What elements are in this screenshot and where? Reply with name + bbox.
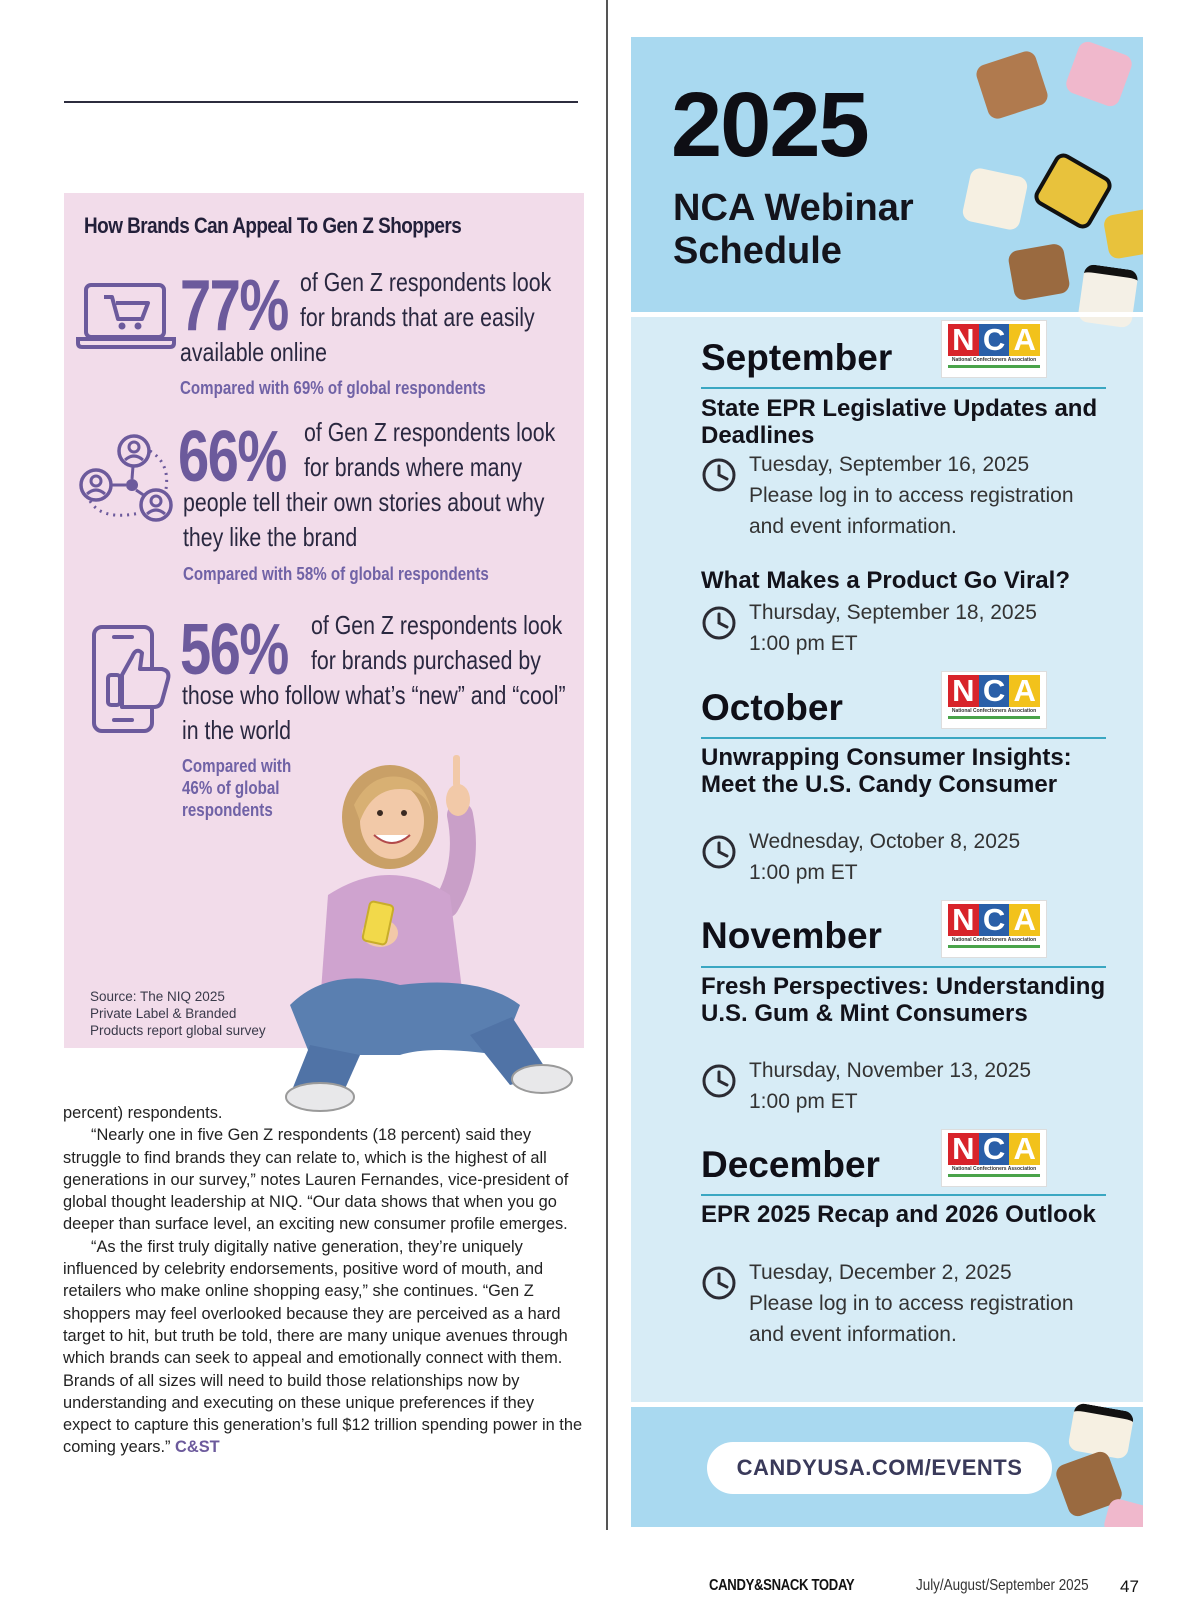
nca-letter: N — [948, 324, 979, 356]
nca-letter: A — [1009, 904, 1040, 936]
nca-subtitle: National Confectioners Association — [951, 1166, 1037, 1172]
separator — [631, 312, 1143, 317]
candy-decoration — [1103, 208, 1143, 260]
event-title[interactable]: EPR 2025 Recap and 2026 Outlook — [701, 1201, 1096, 1228]
event-details — [749, 826, 1129, 888]
column-divider — [606, 0, 608, 1530]
article-paragraph-text: “As the first truly digitally native generation, they’re uniquely influenced by celebrity endorsements, positive word of mouth, and retailers who make online shopping easy,” she continues. “Gen Z shoppers may feel overlooked because they are perceived as a hard target to hit, but truth be told, there are many unique avenues through which brands can seek to appeal and emotionally connect with them. Brands of all sizes will need to build those relationships now by understanding and executing on these unique preferences if they expect to capture this generation’s full $12 trillion spending power in the coming years.” — [63, 1237, 583, 1457]
stat-line: for brands purchased by — [311, 645, 541, 675]
nca-logo — [941, 671, 1047, 729]
nca-letter: N — [948, 904, 979, 936]
stat-line: for brands that are easily — [300, 302, 535, 332]
nca-letter: C — [979, 904, 1010, 936]
magazine-brand: CANDY&SNACK TODAY — [709, 1577, 855, 1594]
stat-compare: 46% of global — [182, 778, 280, 798]
stat-compare: respondents — [182, 800, 273, 820]
stat-line: of Gen Z respondents look — [304, 417, 556, 447]
stat-compare: Compared with 58% of global respondents — [183, 564, 489, 584]
nca-bar — [948, 365, 1040, 368]
nca-letter: C — [979, 324, 1010, 356]
source-line: Private Label & Branded — [90, 1006, 237, 1021]
candy-decoration — [1031, 150, 1115, 232]
source-line: Source: The NIQ 2025 — [90, 989, 225, 1004]
nca-bar — [948, 716, 1040, 719]
nca-subtitle: National Confectioners Association — [951, 937, 1037, 943]
nca-letter: C — [979, 675, 1010, 707]
phone-thumbs-up-icon — [90, 623, 174, 735]
subtitle-line: NCA Webinar — [673, 187, 914, 229]
nca-letter: A — [1009, 324, 1040, 356]
stat-line: people tell their own stories about why — [183, 487, 545, 517]
event-details — [749, 449, 1129, 542]
subtitle-line: Schedule — [673, 230, 842, 272]
month-heading-december: December — [701, 1144, 880, 1185]
event-time: 1:00 pm ET — [749, 1090, 858, 1113]
infographic-title: How Brands Can Appeal To Gen Z Shoppers — [84, 213, 462, 238]
candy-decoration — [1077, 264, 1139, 329]
stat-line: they like the brand — [183, 522, 358, 552]
event-note: and event information. — [749, 1323, 957, 1346]
event-date: Tuesday, September 16, 2025 — [749, 453, 1030, 476]
nca-letter: A — [1009, 1133, 1040, 1165]
event-date: Tuesday, December 2, 2025 — [749, 1261, 1012, 1284]
nca-letter: N — [948, 675, 979, 707]
clock-icon — [701, 605, 737, 641]
people-network-icon — [78, 433, 178, 525]
month-heading-september: September — [701, 337, 893, 378]
event-title[interactable]: Fresh Perspectives: Understanding U.S. Gum & Mint Consumers — [701, 973, 1106, 1027]
source-line: Products report global survey — [90, 1023, 266, 1038]
month-heading-november: November — [701, 915, 882, 956]
stat-line: available online — [180, 337, 327, 367]
stat-line: in the world — [182, 715, 292, 745]
stat-percent: 66% — [178, 417, 286, 497]
candy-decoration — [1063, 39, 1134, 109]
stat-line: of Gen Z respondents look — [311, 610, 563, 640]
events-link-button[interactable]: CANDYUSA.COM/EVENTS — [707, 1442, 1052, 1494]
month-rule — [701, 387, 1106, 389]
stat-percent: 56% — [180, 610, 288, 690]
month-rule — [701, 966, 1106, 968]
nca-letter: N — [948, 1133, 979, 1165]
nca-bar — [948, 1174, 1040, 1177]
month-rule — [701, 737, 1106, 739]
nca-subtitle: National Confectioners Association — [951, 357, 1037, 363]
nca-logo — [941, 320, 1047, 378]
event-title[interactable]: State EPR Legislative Updates and Deadlines — [701, 395, 1098, 449]
month-rule — [701, 1194, 1106, 1196]
clock-icon — [701, 1265, 737, 1301]
article-paragraph: percent) respondents. — [63, 1104, 223, 1122]
event-time: 1:00 pm ET — [749, 632, 858, 655]
month-heading-october: October — [701, 687, 843, 728]
nca-logo — [941, 1129, 1047, 1187]
signoff-mark: C&ST — [175, 1438, 220, 1457]
article-body — [63, 1102, 583, 1459]
nca-letter: A — [1009, 675, 1040, 707]
stat-compare: Compared with — [182, 756, 292, 776]
stat-line: for brands where many — [304, 452, 523, 482]
event-details — [749, 1257, 1129, 1350]
nca-bar — [948, 945, 1040, 948]
nca-letter: C — [979, 1133, 1010, 1165]
event-date: Wednesday, October 8, 2025 — [749, 830, 1021, 853]
schedule-year: 2025 — [671, 74, 868, 176]
event-date: Thursday, September 18, 2025 — [749, 601, 1037, 624]
candy-decoration — [961, 167, 1029, 232]
schedule-subtitle — [673, 187, 914, 273]
event-date: Thursday, November 13, 2025 — [749, 1059, 1032, 1082]
event-title[interactable]: Unwrapping Consumer Insights: Meet the U.S. Candy Consumer — [701, 744, 1072, 798]
event-note: Please log in to access registration — [749, 484, 1074, 507]
schedule-header — [631, 37, 1143, 312]
article-paragraph: “Nearly one in five Gen Z respondents (18 percent) said they struggle to find brands they can relate to, which is the highest of all generations in our survey,” notes Lauren Fernandes, vice-president of global thought leadership at NIQ. “Our data shows that when you go deeper than surface level, an exciting new consumer profile emerges. — [63, 1126, 569, 1234]
event-details — [749, 1055, 1129, 1117]
candy-decoration — [1007, 243, 1071, 302]
stat-percent: 77% — [180, 266, 288, 346]
event-time: 1:00 pm ET — [749, 861, 858, 884]
stat-line: of Gen Z respondents look — [300, 267, 552, 297]
stat-compare: Compared with 69% of global respondents — [180, 378, 486, 398]
clock-icon — [701, 834, 737, 870]
nca-subtitle: National Confectioners Association — [951, 708, 1037, 714]
nca-logo — [941, 900, 1047, 958]
woman-with-phone-photo — [250, 755, 580, 1115]
clock-icon — [701, 457, 737, 493]
candy-decoration — [974, 49, 1050, 121]
event-details — [749, 597, 1129, 659]
top-rule — [64, 101, 578, 103]
article-paragraph — [63, 1236, 583, 1459]
laptop-cart-icon — [76, 281, 176, 351]
event-title[interactable]: What Makes a Product Go Viral? — [701, 567, 1070, 594]
issue-date: July/August/September 2025 — [916, 1577, 1089, 1594]
page-number: 47 — [1120, 1577, 1139, 1596]
event-note: Please log in to access registration — [749, 1292, 1074, 1315]
webinar-schedule-panel — [631, 37, 1143, 1527]
event-note: and event information. — [749, 515, 957, 538]
clock-icon — [701, 1063, 737, 1099]
stat-line: those who follow what’s “new” and “cool” — [182, 680, 566, 710]
